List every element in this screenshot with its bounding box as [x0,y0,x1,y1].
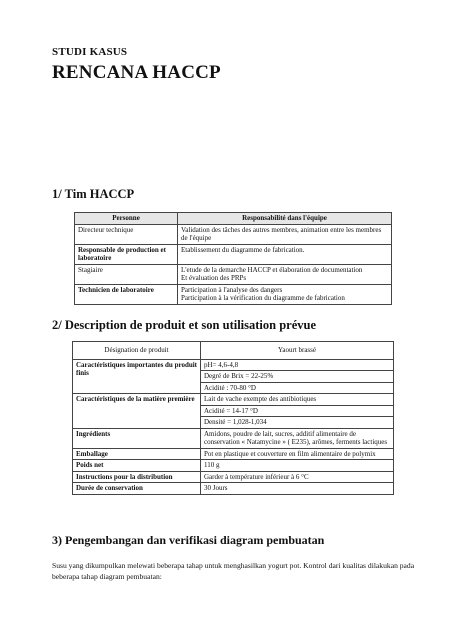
role-cell: Stagiaire [75,264,178,284]
resp-line: L'etude de la demarche HACCP et élaboration de documentation [181,265,363,274]
table-header-row [73,342,394,360]
label-cell: Ingrédients [73,428,201,448]
section-2-heading: 2/ Description de produit et son utilisation prévue [52,318,317,332]
role-cell: Responsable de production et laboratoire [75,244,178,264]
value-line: Lait de vache exempte des antibiotiques [204,395,317,404]
table-row [75,264,392,284]
table-row [73,428,394,448]
table-row [75,224,392,244]
value-cell [201,359,394,394]
value-line: Degré de Brix = 22-25% [201,370,393,382]
column-header: Désignation de produit [73,342,201,360]
resp-line: Participation à l'analyse des dangers [181,285,283,294]
resp-line: Validation des tâches des autres membres, animation entre les membres de l'équipe [181,225,382,243]
value-cell: Garder à température inférieur à 6 °C [201,471,394,483]
value-line: Acidité : 70-80 °D [201,382,393,394]
label-cell: Poids net [73,460,201,472]
value-line: Densité = 1,028-1,034 [201,416,393,428]
table-row [73,394,394,429]
section-3-heading: 3) Pengembangan dan verifikasi diagram pembuatan [52,533,325,547]
table-row [73,471,394,483]
value-cell [201,394,394,429]
value-cell: Amidons, poudre de lait, sucres, additif alimentaire de conservation « Natamycine » ( E235), arômes, ferments lactiques [201,428,394,448]
value-cell: 110 g [201,460,394,472]
doc-title: RENCANA HACCP [52,62,221,83]
table-row [75,284,392,304]
table-row [73,483,394,495]
section-3-paragraph: Susu yang dikumpulkan melewati beberapa tahap untuk menghasilkan yogurt pot. Kontrol dari kualitas dilakukan pada beberapa tahap diagram pembuatan: [52,561,415,582]
label-cell: Durée de conservation [73,483,201,495]
resp-line: Et évaluation des PRPs [181,274,247,283]
role-cell: Directeur technique [75,224,178,244]
value-cell: 30 Jours [201,483,394,495]
label-cell: Caractéristiques de la matière première [73,394,201,429]
label-cell: Instructions pour la distribution [73,471,201,483]
table-row [73,460,394,472]
table-row [73,448,394,460]
value-cell: Pot en plastique et couverture en film alimentaire de polymix [201,448,394,460]
table-header-row [75,213,392,225]
column-header: Yaourt brassé [201,342,394,360]
resp-line: Etablissement du diagramme de fabrication. [181,245,305,254]
resp-cell [178,284,392,304]
value-line: Acidité = 14-17 °D [201,405,393,417]
table-row [73,359,394,394]
value-line: pH= 4,6-4,8 [204,360,239,369]
resp-cell [178,224,392,244]
resp-cell [178,244,392,264]
product-description-table [72,341,394,495]
haccp-team-table [74,212,392,305]
resp-cell [178,264,392,284]
table-row [75,244,392,264]
role-cell: Technicien de laboratoire [75,284,178,304]
doc-kicker: STUDI KASUS [52,46,128,58]
resp-line: Participation à la vérification du diagramme de fabrication [181,294,345,303]
column-header: Responsabilité dans l'équipe [178,213,392,225]
label-cell: Caractéristiques importantes du produit finis [73,359,201,394]
section-1-heading: 1/ Tim HACCP [52,187,135,201]
column-header: Personne [75,213,178,225]
label-cell: Emballage [73,448,201,460]
